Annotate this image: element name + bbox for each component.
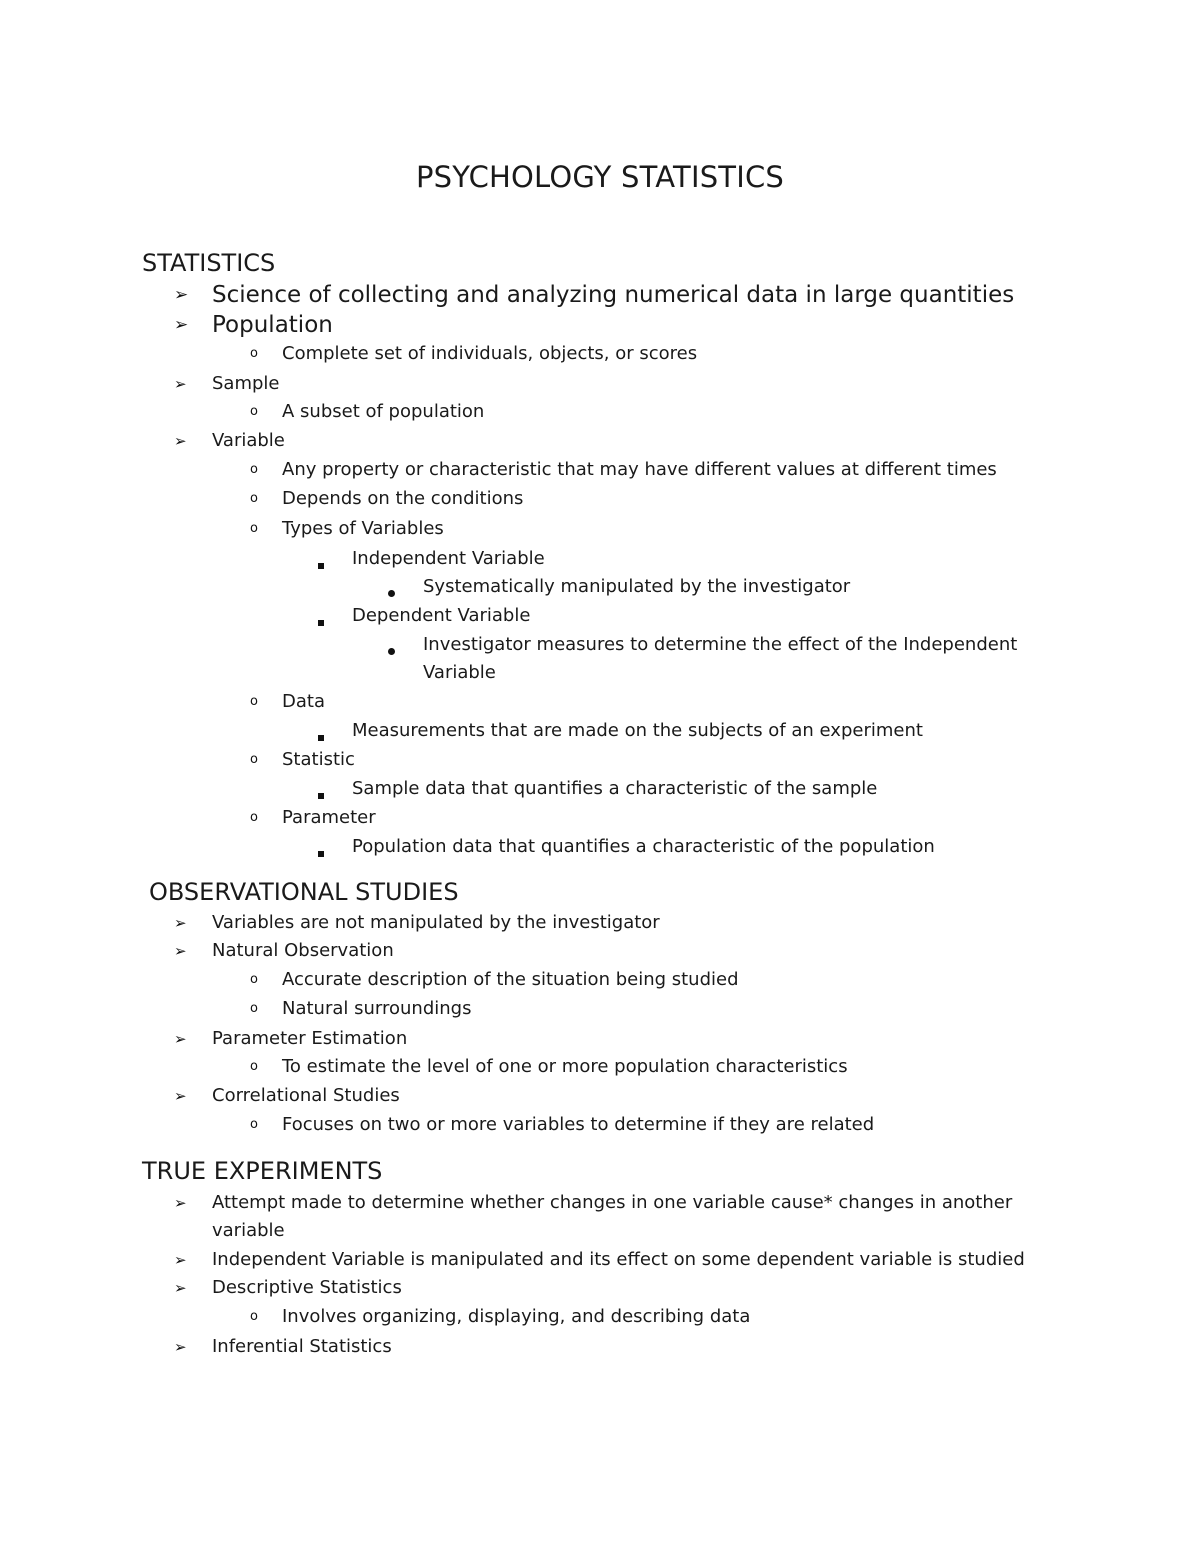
arrow-bullet-icon: ➢: [174, 1194, 187, 1212]
circle-bullet-icon: o: [250, 810, 258, 825]
arrow-bullet-icon: ➢: [174, 914, 187, 932]
square-bullet-icon: [318, 556, 324, 572]
list-item: Variables are not manipulated by the investigator: [212, 912, 660, 933]
arrow-bullet-icon: ➢: [174, 285, 189, 305]
list-item: Inferential Statistics: [212, 1336, 392, 1357]
circle-bullet-icon: o: [250, 521, 258, 536]
dot-bullet-icon: [388, 642, 395, 658]
list-item: Population: [212, 312, 333, 338]
section-heading-statistics: STATISTICS: [142, 249, 276, 277]
circle-bullet-icon: o: [250, 1309, 258, 1324]
arrow-bullet-icon: ➢: [174, 942, 187, 960]
arrow-bullet-icon: ➢: [174, 375, 187, 393]
list-item: Independent Variable: [352, 548, 545, 569]
circle-bullet-icon: o: [250, 1117, 258, 1132]
arrow-bullet-icon: ➢: [174, 1251, 187, 1269]
list-item: Statistic: [282, 749, 355, 770]
list-item: Data: [282, 691, 325, 712]
circle-bullet-icon: o: [250, 972, 258, 987]
list-item: Sample: [212, 373, 280, 394]
square-bullet-icon: [318, 728, 324, 744]
list-item: Accurate description of the situation being studied: [282, 969, 739, 990]
circle-bullet-icon: o: [250, 346, 258, 361]
circle-bullet-icon: o: [250, 1059, 258, 1074]
list-item: Independent Variable is manipulated and its effect on some dependent variable is studied: [212, 1249, 1025, 1270]
list-item: Systematically manipulated by the investigator: [423, 576, 851, 597]
list-item: A subset of population: [282, 401, 485, 422]
square-bullet-icon: [318, 613, 324, 629]
list-item: Descriptive Statistics: [212, 1277, 402, 1298]
circle-bullet-icon: o: [250, 1001, 258, 1016]
arrow-bullet-icon: ➢: [174, 1087, 187, 1105]
square-bullet-icon: [318, 786, 324, 802]
list-item: Measurements that are made on the subjects of an experiment: [352, 720, 923, 741]
circle-bullet-icon: o: [250, 404, 258, 419]
square-bullet-icon: [318, 844, 324, 860]
circle-bullet-icon: o: [250, 462, 258, 477]
list-item-continuation: variable: [212, 1220, 285, 1241]
list-item: Focuses on two or more variables to determine if they are related: [282, 1114, 875, 1135]
list-item: Natural surroundings: [282, 998, 472, 1019]
arrow-bullet-icon: ➢: [174, 1030, 187, 1048]
list-item: Parameter: [282, 807, 376, 828]
list-item: Variable: [212, 430, 285, 451]
dot-bullet-icon: [388, 584, 395, 600]
list-item: Sample data that quantifies a characteristic of the sample: [352, 778, 878, 799]
list-item-continuation: Variable: [423, 662, 496, 683]
list-item: To estimate the level of one or more population characteristics: [282, 1056, 848, 1077]
circle-bullet-icon: o: [250, 694, 258, 709]
list-item: Attempt made to determine whether changes in one variable cause* changes in another: [212, 1192, 1013, 1213]
list-item: Complete set of individuals, objects, or scores: [282, 343, 698, 364]
section-heading-true-experiments: TRUE EXPERIMENTS: [142, 1157, 383, 1185]
circle-bullet-icon: o: [250, 491, 258, 506]
arrow-bullet-icon: ➢: [174, 1338, 187, 1356]
arrow-bullet-icon: ➢: [174, 432, 187, 450]
circle-bullet-icon: o: [250, 752, 258, 767]
list-item: Population data that quantifies a characteristic of the population: [352, 836, 935, 857]
list-item: Parameter Estimation: [212, 1028, 408, 1049]
list-item: Involves organizing, displaying, and describing data: [282, 1306, 751, 1327]
section-heading-observational-studies: OBSERVATIONAL STUDIES: [149, 878, 459, 906]
arrow-bullet-icon: ➢: [174, 315, 189, 335]
list-item: Dependent Variable: [352, 605, 531, 626]
list-item: Natural Observation: [212, 940, 394, 961]
list-item: Any property or characteristic that may have different values at different times: [282, 459, 997, 480]
arrow-bullet-icon: ➢: [174, 1279, 187, 1297]
list-item: Correlational Studies: [212, 1085, 400, 1106]
document-title: PSYCHOLOGY STATISTICS: [415, 160, 785, 194]
list-item: Investigator measures to determine the effect of the Independent: [423, 634, 1018, 655]
list-item: Science of collecting and analyzing numerical data in large quantities: [212, 282, 1015, 308]
list-item: Types of Variables: [282, 518, 444, 539]
list-item: Depends on the conditions: [282, 488, 524, 509]
